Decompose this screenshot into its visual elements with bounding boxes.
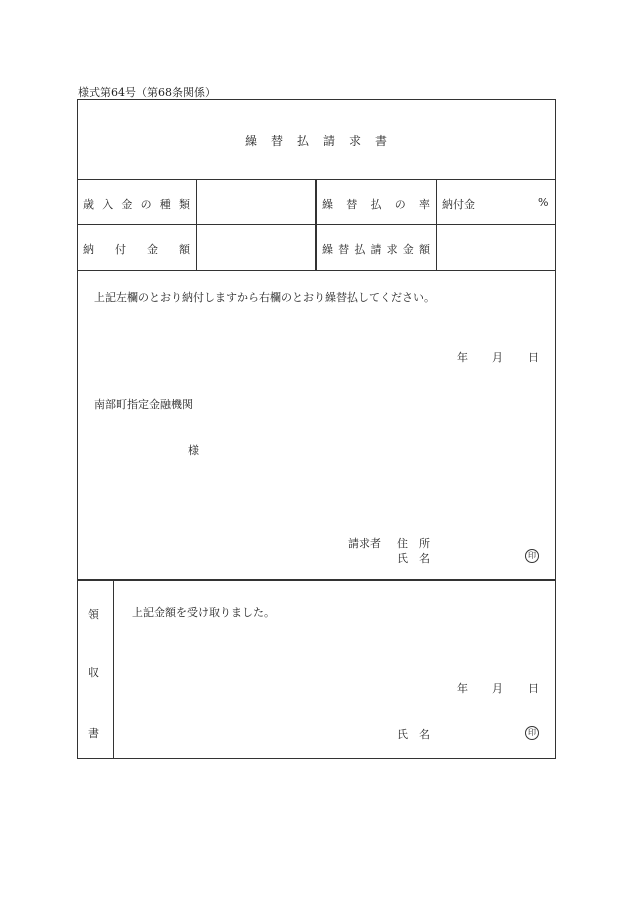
- form-number-label: 様式第64号（第68条関係）: [78, 86, 216, 99]
- rate-label-char: 率: [419, 198, 430, 211]
- amount-label-char: 納: [83, 243, 94, 256]
- rate-label-char: 替: [346, 198, 358, 211]
- recipient-honorific: 様: [188, 444, 199, 457]
- request-amount-char: 替: [338, 243, 350, 256]
- amount-field[interactable]: [197, 226, 314, 269]
- revenue-type-char: 入: [102, 198, 114, 211]
- request-amount-char: 金: [402, 243, 414, 256]
- rule-v-2: [315, 179, 317, 270]
- amount-label-char: 金: [147, 243, 158, 256]
- rule-row2-bottom: [77, 270, 556, 271]
- seal-mark: 印: [525, 549, 539, 563]
- rule-v-receipt: [113, 580, 114, 759]
- request-amount-char: 求: [386, 243, 398, 256]
- request-amount-char: 額: [418, 243, 430, 256]
- address-label: 住 所: [397, 537, 430, 550]
- payment-label: 納付金: [442, 198, 475, 211]
- request-date-month: 月: [492, 351, 503, 364]
- rate-label: [322, 196, 430, 212]
- rate-label-char: 払: [370, 198, 382, 211]
- receipt-statement: 上記金額を受け取りました。: [132, 606, 275, 619]
- revenue-type-char: 金: [121, 198, 133, 211]
- rate-field[interactable]: [437, 181, 555, 223]
- receipt-name-label: 氏 名: [397, 728, 430, 741]
- revenue-type-char: 類: [178, 198, 190, 211]
- revenue-type-char: 歳: [83, 198, 94, 211]
- request-date-year: 年: [457, 351, 468, 364]
- revenue-type-char: の: [140, 198, 152, 211]
- receipt-side-char-2: 収: [88, 666, 99, 679]
- amount-label-char: 額: [179, 243, 190, 256]
- revenue-type-label: [83, 196, 190, 212]
- request-amount-char: 払: [354, 243, 366, 256]
- claimant-label: 請求者: [348, 537, 381, 550]
- request-statement: 上記左欄のとおり納付しますから右欄のとおり繰替払してください。: [94, 291, 435, 304]
- receipt-date-year: 年: [457, 682, 468, 695]
- receipt-date-day: 日: [528, 682, 539, 695]
- receipt-seal-mark: 印: [525, 726, 539, 740]
- rule-receipt-top: [77, 579, 556, 581]
- revenue-type-char: 種: [159, 198, 171, 211]
- amount-label-char: 付: [115, 243, 126, 256]
- percent-sign: %: [538, 196, 549, 209]
- document-title: 繰 替 払 請 求 書: [244, 134, 388, 148]
- name-label: 氏 名: [397, 552, 430, 565]
- revenue-type-field[interactable]: [197, 181, 314, 223]
- request-amount-field[interactable]: [437, 226, 555, 269]
- receipt-side-char-3: 書: [88, 727, 99, 740]
- request-date-day: 日: [528, 351, 539, 364]
- recipient-name: 南部町指定金融機関: [94, 398, 193, 411]
- request-amount-label: [322, 241, 430, 257]
- receipt-side-char-1: 領: [88, 608, 99, 621]
- amount-label: [83, 241, 190, 257]
- rate-label-char: の: [394, 198, 406, 211]
- receipt-date-month: 月: [492, 682, 503, 695]
- request-amount-char: 繰: [322, 243, 333, 256]
- rate-label-char: 繰: [322, 198, 333, 211]
- request-amount-char: 請: [370, 243, 382, 256]
